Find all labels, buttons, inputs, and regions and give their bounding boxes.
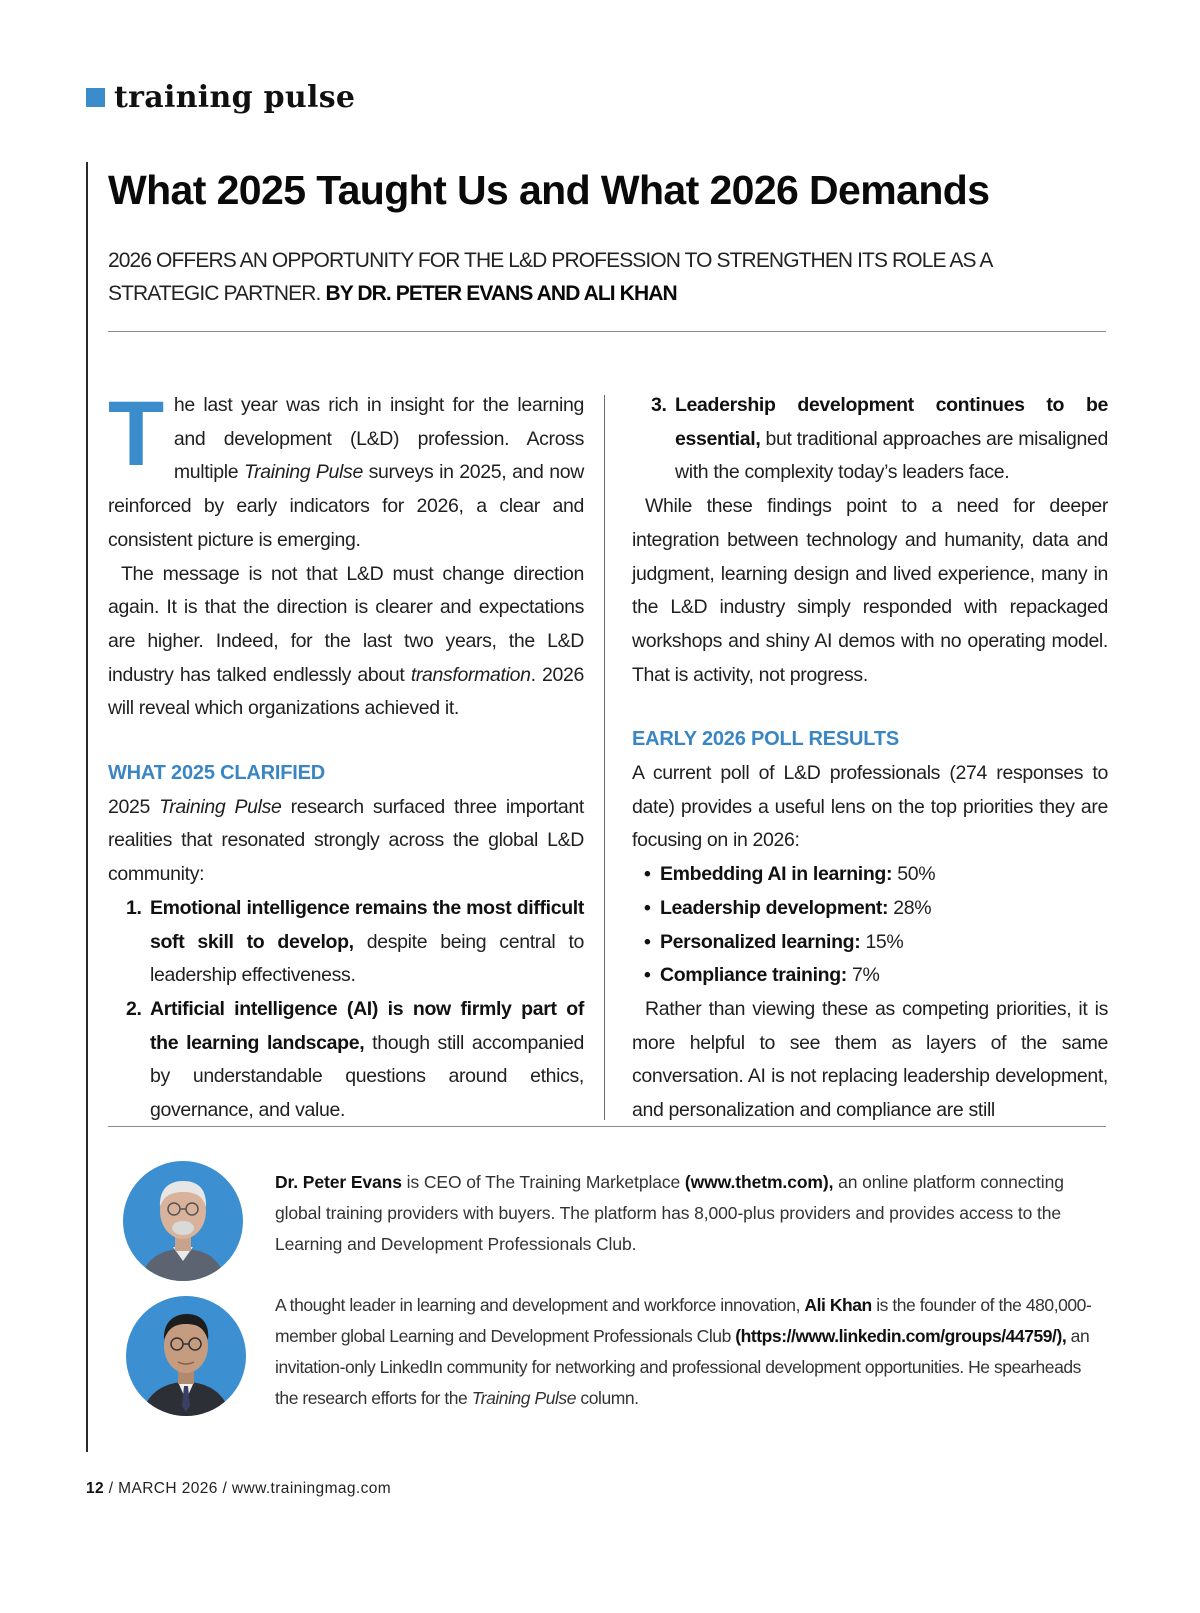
list-item: 2. Artificial intelligence (AI) is now firmly part of the learning landscape, though still accompanied by understandable questions around ethics, governance, and value. (126, 997, 584, 1122)
divider-top (108, 331, 1106, 332)
person-portrait-icon (123, 1161, 243, 1281)
author-photo-khan (126, 1296, 246, 1416)
link-thetm[interactable]: (www.thetm.com), (684, 1172, 834, 1192)
intro-paragraph: The last year was rich in insight for the learning and development (L&D) profession. Across multiple Training Pulse surveys in 2025, and now reinforced by early indicators for 2026, a clear and consistent picture is emerging. (108, 383, 584, 551)
author-bio-khan: A thought leader in learning and development and workforce innovation, Ali Khan is the founder of the 480,000-member global Learning and Development Professionals Club (https://www.linkedin.com/groups/44759/), an invitation-only LinkedIn community for networking and professional development opportunities. He spearheads the research efforts for the Training Pulse column. (275, 1295, 1092, 1408)
poll-results-list (632, 858, 1108, 993)
poll-item: • Personalized learning: 15% (632, 926, 1108, 960)
left-margin-rule (86, 162, 88, 1452)
paragraph: 2025 Training Pulse research surfaced three important realities that resonated strongly across the global L&D community: (108, 795, 584, 886)
findings-list (108, 892, 584, 1128)
paragraph: While these findings point to a need for deeper integration between technology and humanity, data and judgment, learning design and lived experience, many in the L&D industry simply responded with repackaged workshops and shiny AI demos with no operating model. That is activity, not progress. (632, 495, 1108, 686)
author-photo-evans (123, 1161, 243, 1281)
list-item: 3. Leadership development continues to be essential, but traditional approaches are misaligned with the complexity today’s leaders face. (651, 394, 1108, 484)
findings-list-continued (632, 389, 1108, 490)
section-heading-poll: EARLY 2026 POLL RESULTS (632, 728, 899, 751)
byline: BY DR. PETER EVANS AND ALI KHAN (325, 282, 677, 305)
footer-website-link[interactable]: www.trainingmag.com (231, 1480, 392, 1497)
page-number: 12 (86, 1480, 105, 1497)
left-column (108, 383, 585, 1128)
right-column (632, 389, 1108, 1128)
drop-cap: T (108, 383, 164, 485)
section-label: training pulse (114, 80, 356, 115)
paragraph: A current poll of L&D professionals (274 responses to date) provides a useful lens on the top priorities they are focusing on in 2026: (632, 762, 1108, 852)
author-bio-evans: Dr. Peter Evans is CEO of The Training Marketplace (www.thetm.com), an online platform connecting global training providers with buyers. The platform has 8,000-plus providers and provides access to the Learning and Development Professionals Club. (275, 1172, 1064, 1254)
poll-item: • Compliance training: 7% (632, 959, 1108, 993)
paragraph: Rather than viewing these as competing priorities, it is more helpful to see them as layers of the same conversation. AI is not replacing leadership development, and personalization and compliance are still (632, 997, 1108, 1122)
section-tag (86, 80, 355, 115)
link-linkedin-group[interactable]: (https://www.linkedin.com/groups/44759/), (735, 1326, 1067, 1346)
article-title: What 2025 Taught Us and What 2026 Demands (108, 167, 990, 213)
person-portrait-icon (126, 1296, 246, 1416)
column-divider (604, 395, 605, 1120)
deck-text: 2026 OFFERS AN OPPORTUNITY FOR THE L&D PROFESSION TO STRENGTHEN ITS ROLE AS A STRATEGIC PARTNER. (108, 249, 992, 305)
article-deck (108, 244, 1088, 310)
paragraph: The message is not that L&D must change direction again. It is that the direction is clearer and expectations are higher. Indeed, for the last two years, the L&D industry has talked endlessly about transformation. 2026 will reveal which organizations achieved it. (108, 562, 584, 720)
page-footer: 12 / MARCH 2026 / www.trainingmag.com (86, 1480, 392, 1497)
section-square-icon (86, 88, 105, 107)
poll-item: • Embedding AI in learning: 50% (632, 858, 1108, 892)
poll-item: • Leadership development: 28% (632, 892, 1108, 926)
divider-bottom (108, 1126, 1106, 1127)
list-item: 1. Emotional intelligence remains the most difficult soft skill to develop, despite being central to leadership effectiveness. (126, 896, 585, 987)
section-heading-clarified: WHAT 2025 CLARIFIED (108, 762, 325, 785)
